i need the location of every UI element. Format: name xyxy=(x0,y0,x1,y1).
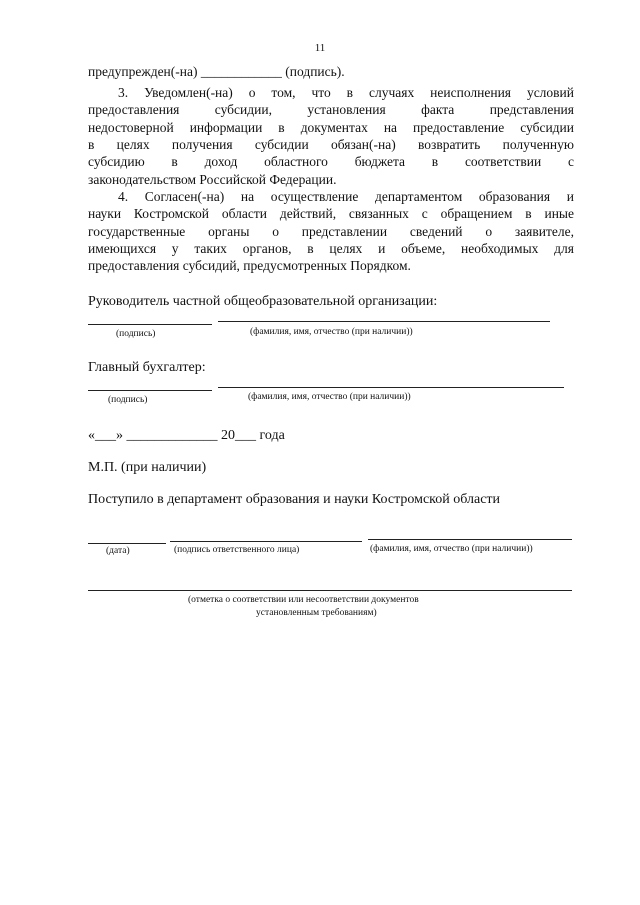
para4-line: предоставления субсидий, предусмотренных Порядком. xyxy=(88,258,411,274)
date-line: «___» _____________ 20___ года xyxy=(88,428,285,443)
accountant-name-caption: (фамилия, имя, отчество (при наличии)) xyxy=(248,392,411,402)
para4-line: государственные органы о представлении сведений о заявителе, xyxy=(88,223,574,239)
head-signature-caption: (подпись) xyxy=(116,329,156,339)
para3-line: законодательством Российской Федерации. xyxy=(88,171,337,187)
para3-line: предоставления субсидии, установления факта представления xyxy=(88,102,574,118)
accountant-label: Главный бухгалтер: xyxy=(88,360,206,375)
page-number: 11 xyxy=(314,42,326,54)
para3-line: 3. Уведомлен(-на) о том, что в случаях неисполнения условий xyxy=(118,85,574,100)
accountant-signature-line xyxy=(88,390,212,391)
para3-line: недостоверной информации в документах на предоставление субсидии xyxy=(88,119,574,135)
compliance-caption-2: установленным требованиям) xyxy=(256,608,377,618)
para4-line: 4. Согласен(-на) на осуществление департаментом образования и xyxy=(118,189,574,204)
warned-line: предупрежден(-на) ____________ (подпись). xyxy=(88,64,345,79)
para3-line: в целях получения субсидии обязан(-на) возвратить полученную xyxy=(88,136,574,152)
stamp-note: М.П. (при наличии) xyxy=(88,460,207,475)
accountant-name-line xyxy=(218,387,564,388)
head-signature-line xyxy=(88,324,212,325)
para3-line: субсидию в доход областного бюджета в соответствии с xyxy=(88,154,574,170)
para4-line: науки Костромской области действий, связанных с обращением в иные xyxy=(88,206,574,222)
date-line-blank xyxy=(88,543,166,544)
responsible-signature-caption: (подпись ответственного лица) xyxy=(174,545,300,555)
responsible-name-line xyxy=(368,539,572,540)
head-name-line xyxy=(218,321,550,322)
responsible-name-caption: (фамилия, имя, отчество (при наличии)) xyxy=(370,544,533,554)
para4-line: имеющихся у таких органов, в целях и объеме, необходимых для xyxy=(88,240,574,256)
received-label: Поступило в департамент образования и науки Костромской области xyxy=(88,492,501,507)
compliance-caption-1: (отметка о соответствии или несоответствии документов xyxy=(188,595,419,605)
head-label: Руководитель частной общеобразовательной организации: xyxy=(88,294,438,309)
head-name-caption: (фамилия, имя, отчество (при наличии)) xyxy=(250,327,413,337)
date-caption: (дата) xyxy=(106,546,130,556)
compliance-line xyxy=(88,590,572,591)
accountant-signature-caption: (подпись) xyxy=(108,395,148,405)
responsible-signature-line xyxy=(170,541,362,542)
